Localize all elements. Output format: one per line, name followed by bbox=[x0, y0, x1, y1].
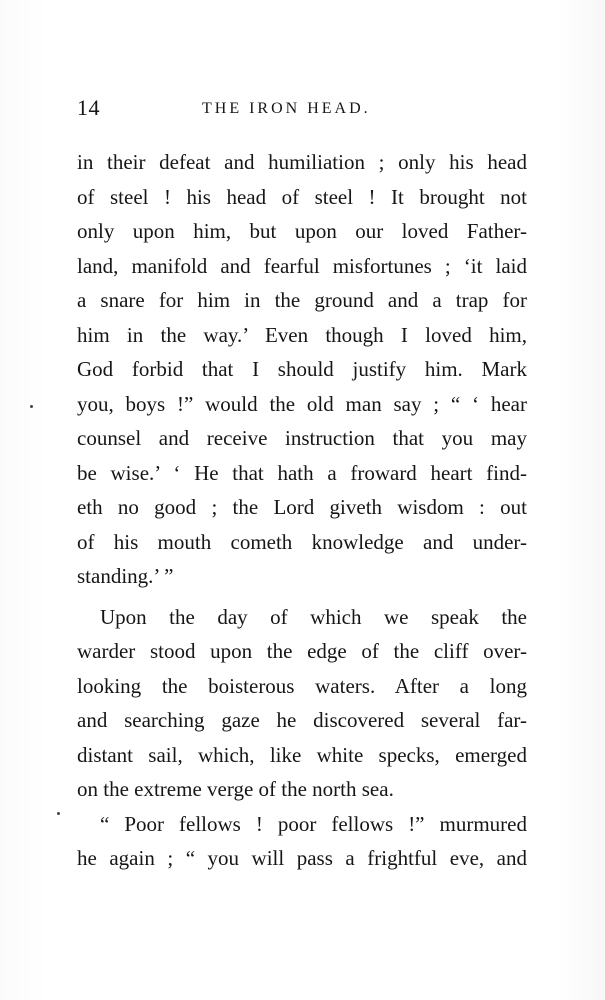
text-line: in their defeat and humiliation ; only his head bbox=[77, 150, 527, 174]
text-line: on the extreme verge of the north sea. bbox=[77, 777, 394, 801]
text-line: counsel and receive instruction that you may bbox=[77, 426, 527, 450]
text-line: of his mouth cometh knowledge and under- bbox=[77, 529, 527, 554]
text-line: looking the boisterous waters. After a long bbox=[77, 673, 527, 698]
text-line: and searching gaze he discovered several far- bbox=[77, 708, 527, 732]
body-text bbox=[77, 145, 527, 876]
text-line: eth no good ; the Lord giveth wisdom : out bbox=[77, 495, 527, 519]
text-line: distant sail, which, like white specks, emerged bbox=[77, 742, 527, 767]
text-line: God forbid that I should justify him. Mark bbox=[77, 357, 527, 381]
margin-speck bbox=[57, 812, 60, 815]
text-line: land, manifold and fearful misfortunes ; ‘it laid bbox=[77, 253, 527, 278]
text-line: standing.’ ” bbox=[77, 564, 174, 588]
text-line: “ Poor fellows ! poor fellows !” murmured bbox=[100, 811, 527, 836]
text-line: only upon him, but upon our loved Father- bbox=[77, 219, 527, 243]
running-title: THE IRON HEAD. bbox=[202, 100, 371, 117]
paragraph-3 bbox=[77, 807, 527, 876]
text-line: be wise.’ ‘ He that hath a froward heart find- bbox=[77, 460, 527, 485]
paragraph-1 bbox=[77, 145, 527, 594]
text-line: you, boys !” would the old man say ; “ ‘ hear bbox=[77, 391, 527, 416]
text-line: a snare for him in the ground and a trap for bbox=[77, 288, 527, 312]
text-line: Upon the day of which we speak the bbox=[100, 604, 527, 629]
text-line: he again ; “ you will pass a frightful eve, and bbox=[77, 846, 527, 870]
page-number: 14 bbox=[77, 95, 100, 120]
text-line: warder stood upon the edge of the cliff over- bbox=[77, 639, 527, 663]
paragraph-2 bbox=[77, 600, 527, 807]
text-line: of steel ! his head of steel ! It brought not bbox=[77, 184, 527, 209]
margin-speck bbox=[30, 405, 33, 408]
text-line: him in the way.’ Even though I loved him, bbox=[77, 322, 527, 347]
